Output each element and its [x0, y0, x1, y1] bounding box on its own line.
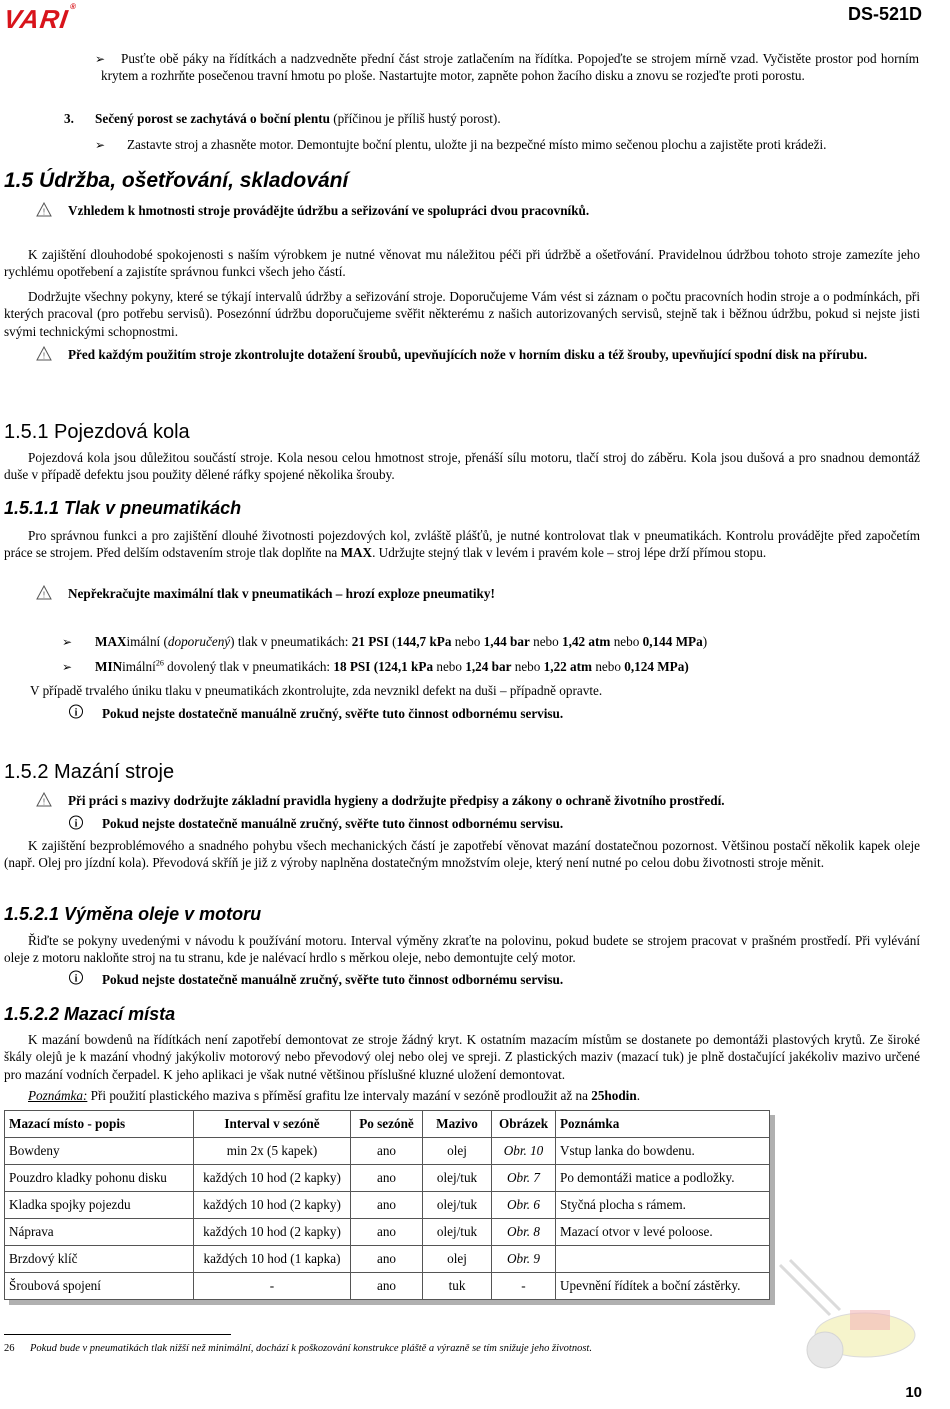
section-heading-1-5: 1.5 Údržba, ošetřování, skladování	[4, 169, 349, 192]
table-cell: Pouzdro kladky pohonu disku	[5, 1165, 194, 1192]
warning-text: Před každým použitím stroje zkontrolujte dotažení šroubů, upevňujících nože v horním disku a též šrouby, upevňující spodní disk na přírubu.	[68, 347, 868, 362]
info-circle-icon	[68, 704, 84, 723]
table-cell: ano	[351, 1273, 423, 1300]
paragraph: Dodržujte všechny pokyny, které se týkají intervalů údržby a seřizování stroje. Doporučujeme Vám vést si záznam o počtu pracovních hodin stroje a o podmínkách, při kterých pracoval (pro potřebu servisů). Posezónní údržbu doporučujeme svěřit některému z našich autorizovaných servisů, stejně tak i běžnou údržbu, pokud si nejste jisti svými technickými schopnostmi.	[4, 289, 920, 339]
svg-text:i: i	[74, 818, 78, 830]
table-cell: Po demontáži matice a podložky.	[556, 1165, 770, 1192]
info-circle-icon	[68, 815, 84, 834]
section-heading-1-5-1-1: 1.5.1.1 Tlak v pneumatikách	[4, 498, 242, 518]
table-cell: ano	[351, 1192, 423, 1219]
table-cell: olej	[423, 1246, 492, 1273]
min-pressure-line: MINimální$^{26}$ dovolený tlak v pneumatikách: 18 PSI (124,1 kPa nebo 1,24 bar nebo 1,22 atm nebo 0,124 MPa)	[95, 658, 689, 674]
paragraph: K zajištění dlouhodobé spokojenosti s naším výrobkem je nutné věnovat mu náležitou péči při údržbě a ošetřování. Pravidelnou údržbou tohoto stroje zamezíte jeho rychlému opotřebení a zajistíte správnou funkci všech jeho částí.	[4, 247, 920, 280]
table-cell: Vstup lanka do bowdenu.	[556, 1138, 770, 1165]
paragraph: K mazání bowdenů na řídítkách není zapotřebí demontovat ze stroje žádný kryt. K ostatním mazacím místům se dostanete po demontáži plastových krytů. Ze široké škály olejů je k mazání vhodný jakýkoliv motorový nebo převodový olej nebo olej ve spreji. Z plastických maziv (mazací tuk) je plně dostačující jakékoliv mazivo určené pro mazání vodních čerpadel. K jeho aplikaci je však nutné většinou příslušné kluzné uložení demontovat.	[4, 1032, 920, 1082]
info-circle-icon	[68, 970, 84, 989]
bullet-arrow-icon: ➢	[62, 660, 73, 674]
table-cell: olej/tuk	[423, 1219, 492, 1246]
col-header: Po sezóně	[351, 1111, 423, 1138]
svg-text:!: !	[42, 351, 46, 361]
bullet-arrow-icon: ➢	[95, 138, 106, 152]
warning-text: Při práci s mazivy dodržujte základní pravidla hygieny a dodržujte předpisy a zákony o ochraně životního prostředí.	[68, 793, 725, 808]
mower-illustration	[770, 1255, 920, 1375]
table-row	[5, 1273, 770, 1300]
bullet-arrow-icon: ➢	[62, 635, 73, 649]
table-cell: Upevnění řídítek a boční zástěrky.	[556, 1273, 770, 1300]
table-cell: Styčná plocha s rámem.	[556, 1192, 770, 1219]
warning-triangle-icon	[36, 346, 52, 365]
paragraph: V případě trvalého úniku tlaku v pneumatikách zkontrolujte, zda nevznikl defekt na duši – případně opravte.	[30, 683, 603, 698]
warning-triangle-icon	[36, 202, 52, 221]
table-cell: Bowdeny	[5, 1138, 194, 1165]
bullet-arrow-icon: ➢	[95, 52, 106, 66]
svg-text:!: !	[42, 590, 46, 600]
paragraph: K zajištění bezproblémového a snadného pohybu všech mechanických částí je zapotřebí věnovat mazání dostatečnou pozornost. Většinou postačí několik kapek oleje (např. Olej pro jízdní kola). Převodová skříň je již z výroby naplněna dostatečným množstvím oleje, který není nutné po celou dobu životnosti stroje měnit.	[4, 838, 920, 871]
item3-text: Sečený porost se zachytává o boční plentu (příčinou je příliš hustý porost).	[95, 111, 501, 126]
brand-logo	[2, 2, 78, 36]
lubrication-table	[4, 1110, 770, 1300]
col-header: Mazivo	[423, 1111, 492, 1138]
footnote-number: 26	[4, 1343, 15, 1354]
item3-bullet-text: Zastavte stroj a zhasněte motor. Demontujte boční plentu, uložte ji na bezpečné místo mimo sečenou plochu a zajistěte proti krádeži.	[127, 137, 827, 152]
warning-text: Nepřekračujte maximální tlak v pneumatikách – hrozí exploze pneumatiky!	[68, 586, 495, 601]
table-cell: Obr. 10	[492, 1138, 556, 1165]
table-row	[5, 1192, 770, 1219]
table-cell: každých 10 hod (1 kapka)	[194, 1246, 351, 1273]
table-cell: ano	[351, 1165, 423, 1192]
info-text: Pokud nejste dostatečně manuálně zručný, svěřte tuto činnost odbornému servisu.	[102, 816, 564, 831]
table-cell: tuk	[423, 1273, 492, 1300]
section-heading-1-5-2: 1.5.2 Mazání stroje	[4, 761, 175, 783]
table-cell: Mazací otvor v levé poloose.	[556, 1219, 770, 1246]
col-header: Obrázek	[492, 1111, 556, 1138]
table-cell: min 2x (5 kapek)	[194, 1138, 351, 1165]
table-cell: každých 10 hod (2 kapky)	[194, 1192, 351, 1219]
table-cell: olej	[423, 1138, 492, 1165]
brand-logo-text: VARI	[1, 4, 71, 34]
table-cell	[556, 1246, 770, 1273]
table-cell: ano	[351, 1138, 423, 1165]
svg-text:!: !	[42, 797, 46, 807]
item-number: 3.	[64, 111, 74, 126]
svg-text:i: i	[74, 973, 78, 985]
warning-triangle-icon	[36, 585, 52, 604]
svg-text:!: !	[42, 207, 46, 217]
svg-text:i: i	[74, 707, 78, 719]
col-header: Interval v sezóně	[194, 1111, 351, 1138]
table-cell: každých 10 hod (2 kapky)	[194, 1219, 351, 1246]
table-row	[5, 1246, 770, 1273]
registered-mark: ®	[69, 2, 78, 11]
col-header: Mazací místo - popis	[5, 1111, 194, 1138]
table-row	[5, 1138, 770, 1165]
page-number: 10	[905, 1384, 922, 1401]
lubrication-table-wrapper	[4, 1110, 770, 1300]
col-header: Poznámka	[556, 1111, 770, 1138]
table-cell: Obr. 9	[492, 1246, 556, 1273]
table-cell: Náprava	[5, 1219, 194, 1246]
info-text: Pokud nejste dostatečně manuálně zručný, svěřte tuto činnost odbornému servisu.	[102, 972, 564, 987]
intro-bullet-text: Pusťte obě páky na řídítkách a nadzvedněte přední část stroje zatlačením na řídítka. Popojeďte se strojem mírně vzad. Vyčistěte prostor pod horním krytem a rozhrňte posečenou travní hmotu po ploše. Nastartujte motor, zapněte pohon žacího disku a znovu se rozjeďte proti porostu.	[101, 51, 919, 84]
warning-triangle-icon	[36, 792, 52, 811]
table-cell: každých 10 hod (2 kapky)	[194, 1165, 351, 1192]
table-cell: ano	[351, 1246, 423, 1273]
table-cell: olej/tuk	[423, 1192, 492, 1219]
table-row	[5, 1219, 770, 1246]
table-cell: -	[492, 1273, 556, 1300]
table-cell: Kladka spojky pojezdu	[5, 1192, 194, 1219]
table-row	[5, 1165, 770, 1192]
table-cell: -	[194, 1273, 351, 1300]
table-cell: Brzdový klíč	[5, 1246, 194, 1273]
section-heading-1-5-2-2: 1.5.2.2 Mazací místa	[4, 1004, 176, 1024]
paragraph: Pojezdová kola jsou důležitou součástí stroje. Kola nesou celou hmotnost stroje, přenáší sílu motoru, tlačí stroj do záběru. Kola jsou dušová a pro snadnou demontáž duše v případě defektu jsou použity dělené ráfky spojené několika šrouby.	[4, 450, 920, 483]
section-heading-1-5-2-1: 1.5.2.1 Výměna oleje v motoru	[4, 904, 262, 924]
table-cell: olej/tuk	[423, 1165, 492, 1192]
footnote-separator	[4, 1334, 231, 1335]
section-heading-1-5-1: 1.5.1 Pojezdová kola	[4, 421, 190, 443]
paragraph: Řiďte se pokyny uvedenými v návodu k používání motoru. Interval výměny zkraťte na polovinu, pokud budete se strojem pracovat v prašném prostředí. Při vylévání oleje z motoru nakloňte stroj na tu stranu, kde je nalévací hrdlo s měrkou oleje, nebo demontujte celý motor.	[4, 933, 920, 966]
note: Poznámka: Při použití plastického maziva s příměsí grafitu lze intervaly mazání v sezóně prodloužit až na 25hodin.	[28, 1088, 640, 1103]
table-cell: Obr. 8	[492, 1219, 556, 1246]
model-number: DS-521D	[847, 4, 922, 24]
paragraph: Pro správnou funkci a pro zajištění dlouhé životnosti pojezdových kol, zvláště plášťů, je nutné kontrolovat tlak v pneumatikách. Kontrolu provádějte před započetím práce se strojem. Před delším odstavením stroje tlak doplňte na MAX. Udržujte stejný tlak v levém i pravém kole – stroj lépe drží přímou stopu.	[4, 528, 920, 561]
max-pressure-line: MAXimální (doporučený) tlak v pneumatikách: 21 PSI (144,7 kPa nebo 1,44 bar nebo 1,42 atm nebo 0,144 MPa)	[95, 634, 708, 649]
info-text: Pokud nejste dostatečně manuálně zručný, svěřte tuto činnost odbornému servisu.	[102, 706, 564, 721]
footnote-text: Pokud bude v pneumatikách tlak nižší než minimální, dochází k poškozování konstrukce pláště a výrazně se tím snižuje jeho životnost.	[30, 1343, 592, 1354]
table-cell: ano	[351, 1219, 423, 1246]
table-cell: Obr. 6	[492, 1192, 556, 1219]
table-cell: Obr. 7	[492, 1165, 556, 1192]
table-header-row	[5, 1111, 770, 1138]
table-cell: Šroubová spojení	[5, 1273, 194, 1300]
warning-text: Vzhledem k hmotnosti stroje provádějte údržbu a seřizování ve spolupráci dvou pracovníků.	[68, 203, 590, 218]
